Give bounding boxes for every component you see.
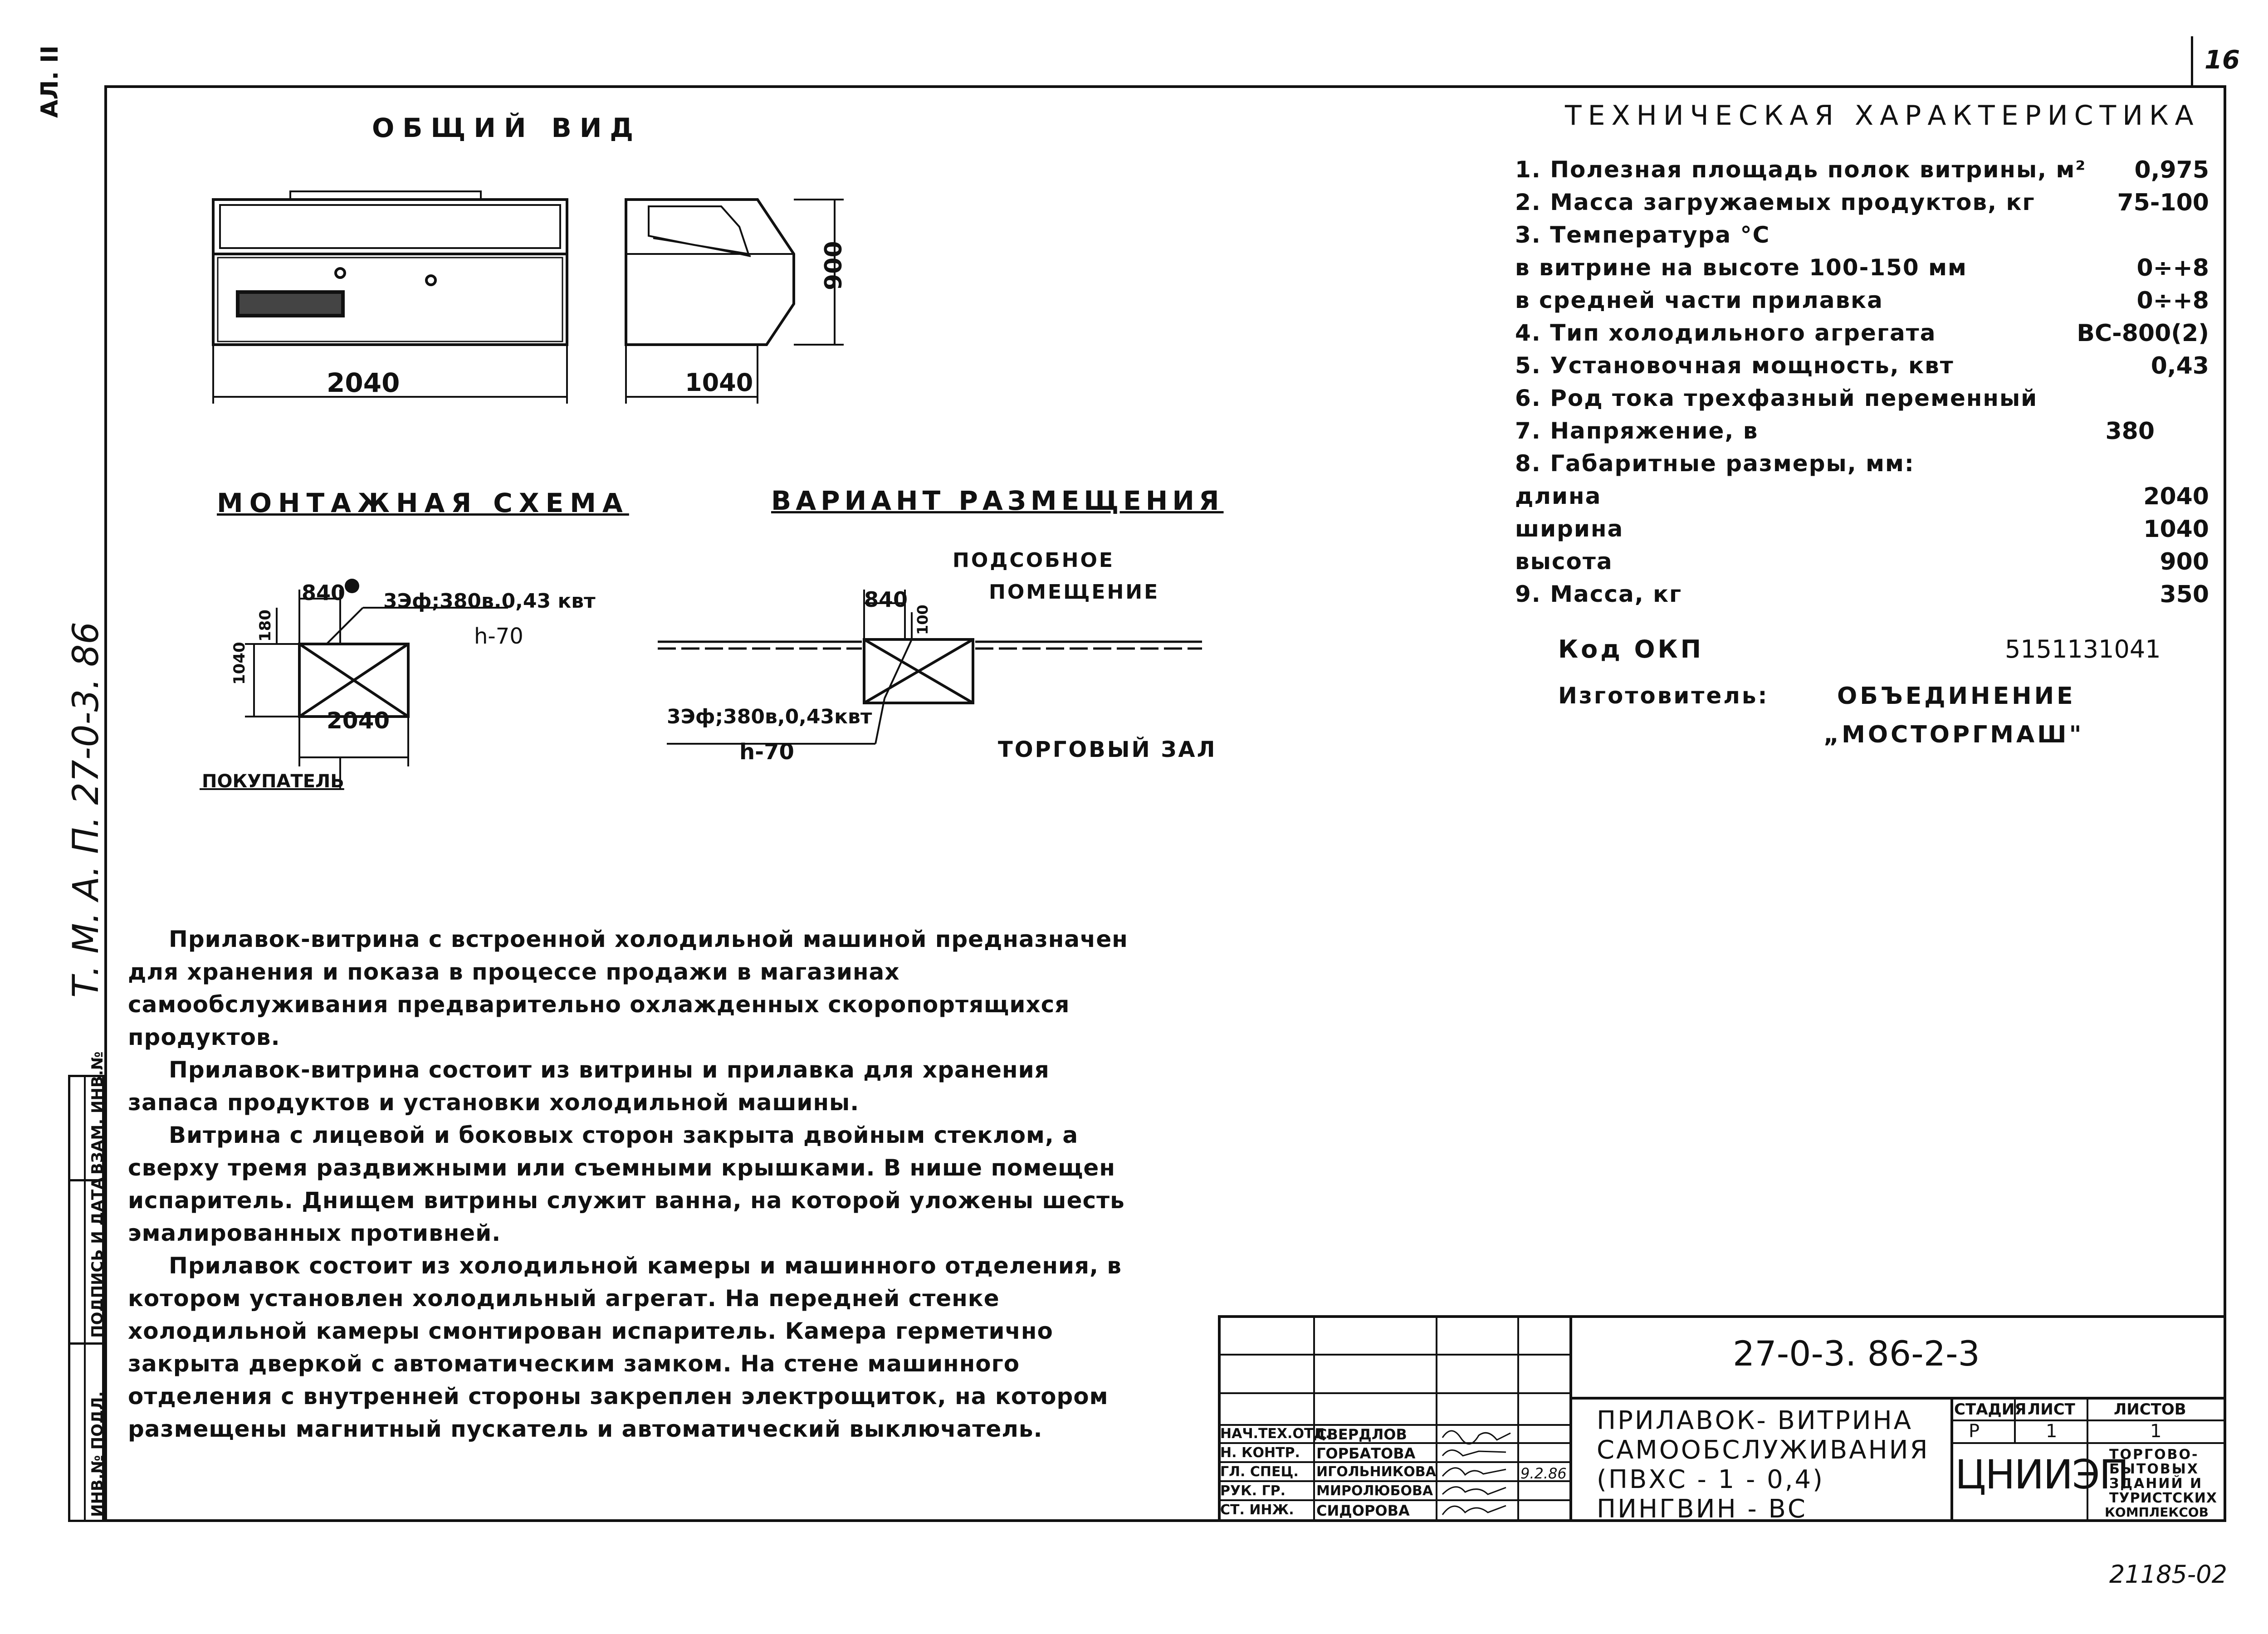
spec-row: 9. Масса, кг 350	[1515, 581, 2209, 608]
product-name-line1: ПРИЛАВОК- ВИТРИНА	[1597, 1406, 1913, 1435]
okp-label: Код ОКП	[1558, 635, 1704, 663]
side-label: АЛ. II	[36, 45, 64, 118]
place-utility-line1: ПОДСОБНОЕ	[953, 549, 1114, 572]
maker-label: Изготовитель:	[1558, 683, 1769, 709]
stage-value: Р	[1969, 1421, 1980, 1442]
product-name-line2: САМООБСЛУЖИВАНИЯ	[1597, 1435, 1930, 1465]
signer-name: ГОРБАТОВА	[1316, 1445, 1416, 1462]
signer-role: СТ. ИНЖ.	[1220, 1502, 1294, 1518]
org-note: БЫТОВЫХ	[2109, 1461, 2199, 1477]
spec-row: 7. Напряжение, в 380	[1515, 418, 2155, 445]
mount-dim-1040: 1040	[230, 642, 249, 685]
placement-title: ВАРИАНТ РАЗМЕЩЕНИЯ	[771, 485, 1224, 516]
signer-name: СИДОРОВА	[1316, 1502, 1410, 1519]
org-note: ЗДАНИЙ И	[2109, 1476, 2203, 1492]
specs-title: ТЕХНИЧЕСКАЯ ХАРАКТЕРИСТИКА	[1565, 100, 2200, 132]
bottom-mark: 21185-02	[2109, 1560, 2227, 1589]
spec-row: длина 2040	[1515, 483, 2209, 510]
mount-cable-label: 3Эф;380в.0,43 квт	[383, 590, 596, 613]
org-note: КОМПЛЕКСОВ	[2105, 1505, 2209, 1520]
signer-role: НАЧ.ТЕХ.ОТД.	[1220, 1426, 1331, 1442]
sheets-value: 1	[2150, 1421, 2162, 1442]
description-paragraph: Прилавок состоит из холодильной камеры и машинного отделения, в котором установлен холодильный агрегат. На передней стенке холодильной камеры смонтирован испаритель. Камера герметично закрыта дверкой с автоматическим замком. На стене машинного отделения с внутренней стороны закреплен электрощиток, на котором размещены магнитный пускатель и автоматический выключатель.	[128, 1253, 1122, 1442]
spec-row: ширина 1040	[1515, 516, 2209, 543]
description-text	[128, 923, 1149, 1445]
product-name-line3: (ПВХС - 1 - 0,4)	[1597, 1465, 1824, 1494]
vertical-doc-code: Т. М. А. П. 27-0-3. 86	[66, 622, 107, 998]
general-view-title: ОБЩИЙ ВИД	[372, 112, 642, 143]
mount-dim-180: 180	[256, 610, 274, 642]
general-view-drawing	[191, 177, 871, 431]
sign-date: 9.2.86	[1520, 1465, 1567, 1482]
place-hall-label: ТОРГОВЫЙ ЗАЛ	[998, 737, 1217, 762]
front-grille	[236, 290, 345, 317]
spec-row: 8. Габаритные размеры, мм:	[1515, 450, 1915, 477]
mount-dim-840: 840	[302, 580, 346, 605]
page-number: 16	[2204, 45, 2240, 75]
place-utility-line2: ПОМЕЩЕНИЕ	[989, 580, 1160, 604]
place-h-label: h-70	[739, 739, 794, 765]
maker-line2: „МОСТОРГМАШ"	[1823, 721, 2084, 748]
signer-role: ГЛ. СПЕЦ.	[1220, 1464, 1299, 1480]
spec-row: в средней части прилавка 0÷+8	[1515, 287, 2209, 314]
spec-row: высота 900	[1515, 548, 2209, 576]
spec-row: 4. Тип холодильного агрегата ВС-800(2)	[1515, 320, 2209, 347]
stamp-cell-signature: ПОДПИСЬ И ДАТА	[88, 1177, 107, 1338]
dim-depth: 1040	[685, 368, 753, 397]
stamp-cell-replace: ВЗАМ. ИНВ.№	[88, 1051, 107, 1175]
spec-row: 2. Масса загружаемых продуктов, кг 75-100	[1515, 189, 2209, 216]
description-paragraph: Прилавок-витрина состоит из витрины и прилавка для хранения запаса продуктов и установки холодильной машины.	[128, 1057, 1050, 1116]
place-dim-100: 100	[914, 605, 931, 635]
mounting-title: МОНТАЖНАЯ СХЕМА	[217, 488, 629, 518]
dim-length: 2040	[327, 367, 400, 398]
spec-row: в витрине на высоте 100-150 мм 0÷+8	[1515, 254, 2209, 282]
mount-buyer-label: ПОКУПАТЕЛЬ	[202, 771, 344, 792]
product-name-line4: ПИНГВИН - ВС	[1597, 1494, 1808, 1524]
signer-role: Н. КОНТР.	[1220, 1445, 1300, 1461]
place-cable-label: 3Эф;380в,0,43квт	[667, 705, 872, 728]
signer-name: МИРОЛЮБОВА	[1316, 1483, 1433, 1499]
mount-h-label: h-70	[474, 624, 523, 649]
spec-row: 6. Род тока трехфазный переменный	[1515, 385, 2038, 411]
signer-name: ИГОЛЬНИКОВА	[1316, 1464, 1436, 1480]
okp-value: 5151131041	[2005, 635, 2161, 663]
doc-code: 27-0-3. 86-2-3	[1733, 1333, 1980, 1374]
place-dim-840: 840	[864, 587, 908, 612]
description-paragraph: Прилавок-витрина с встроенной холодильной машиной предназначен для хранения и показа в процессе продажи в магазинах самообслуживания предварительно охлажденных скоропортящихся продуктов.	[128, 926, 1128, 1050]
spec-row: 5. Установочная мощность, квт 0,43	[1515, 352, 2209, 380]
description-paragraph: Витрина с лицевой и боковых сторон закрыта двойным стеклом, а сверху тремя раздвижными или съемными крышками. В нише помещен испаритель. Днищем витрины служит ванна, на которой уложены шесть эмалированных противней.	[128, 1122, 1125, 1246]
sheets-label: ЛИСТОВ	[2114, 1400, 2186, 1419]
spec-row: 1. Полезная площадь полок витрины, м² 0,975	[1515, 156, 2209, 184]
sheet-label: ЛИСТ	[2028, 1400, 2075, 1419]
signer-role: РУК. ГР.	[1220, 1483, 1286, 1499]
front-view	[213, 191, 567, 345]
maker-line1: ОБЪЕДИНЕНИЕ	[1837, 683, 2076, 710]
org-note: ТОРГОВО-	[2109, 1447, 2199, 1463]
signatures	[1438, 1424, 1517, 1522]
org-name: ЦНИИЭП	[1955, 1451, 2128, 1498]
org-note: ТУРИСТСКИХ	[2109, 1490, 2217, 1506]
signer-name: СВЕРДЛОВ	[1316, 1426, 1407, 1443]
side-view	[626, 200, 794, 345]
dim-height: 900	[820, 241, 847, 290]
stamp-cell-original: ИНВ.№ ПОДЛ.	[88, 1391, 107, 1517]
spec-row: 3. Температура °С	[1515, 222, 1770, 248]
stage-label: СТАДИЯ	[1954, 1400, 2027, 1419]
sheet-value: 1	[2046, 1421, 2058, 1442]
mount-dim-2040: 2040	[327, 707, 390, 734]
